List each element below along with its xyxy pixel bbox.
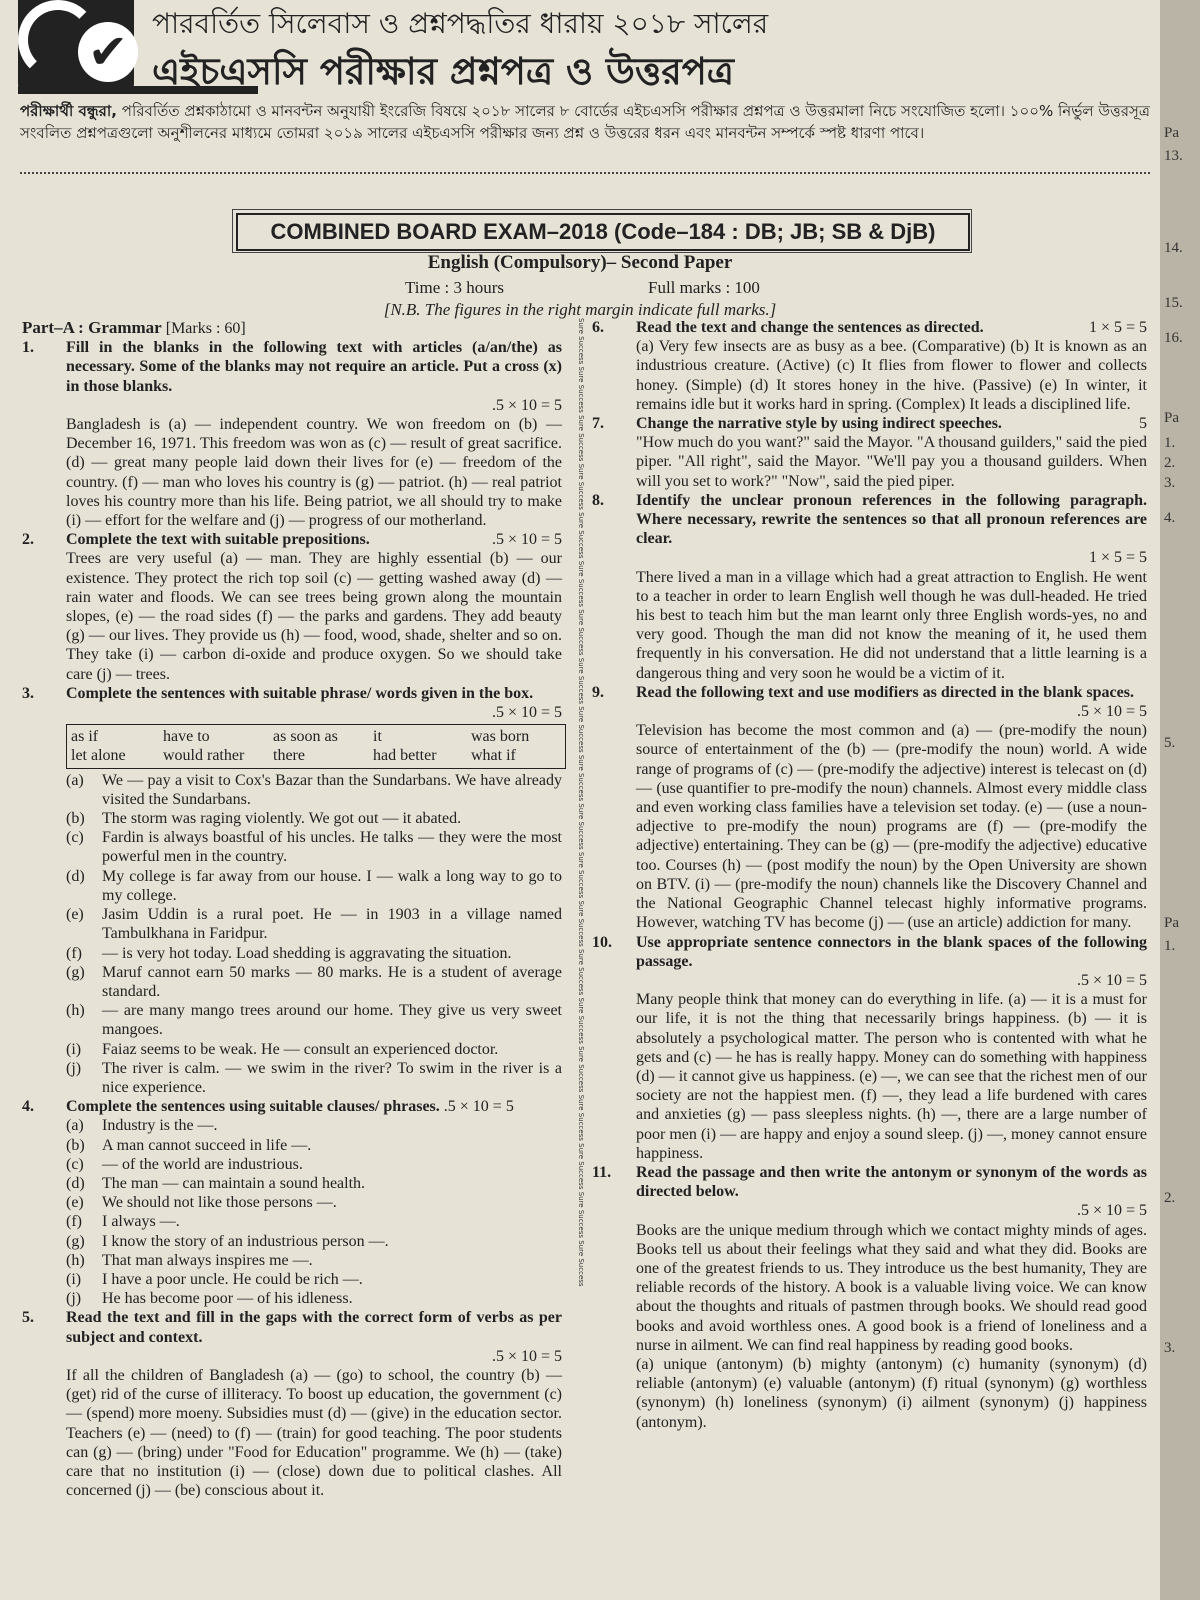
question-heading-text: Change the narrative style by using indirect speeches. [636, 415, 1002, 433]
edge-mark: 14. [1164, 240, 1183, 256]
sub-question-text: That man always inspires me —. [102, 1251, 313, 1269]
question-number: 3. [22, 684, 34, 702]
sub-question-label: (b) [66, 1136, 85, 1154]
question-marks: .5 × 10 = 5 [1076, 703, 1147, 721]
edge-mark: 15. [1164, 295, 1183, 311]
question-marks: .5 × 10 = 5 [491, 396, 562, 414]
question-text: If all the children of Bangladesh (a) — (go) to school, the country (b) — (get) rid of the curse of illiteracy. To boost up education, the government (c) — (spend) more moeny. Subsidies must (d) — (give) in the education sector. Teachers (e) — (need) to (f) — (train) for good teaching. The poor students can (g) — (bring) under "Food for Education" programme. We (h) — (take) care that no institution (i) — (close) down due to political clashes. All concerned (j) — (be) conscious about it. [66, 1366, 562, 1500]
question-number: 2. [22, 531, 34, 549]
exam-note: [N.B. The figures in the right margin indicate full marks.] [383, 300, 777, 319]
edge-mark: 13. [1164, 148, 1183, 164]
question-1 [22, 338, 562, 530]
word-box-item: was born [471, 728, 530, 746]
question-heading: Use appropriate sentence connectors in the blank spaces of the following passage. [636, 933, 1147, 970]
question-7 [592, 414, 1147, 491]
question-3 [22, 684, 562, 722]
word-box-item: let alone [71, 747, 126, 765]
question-text: "How much do you want?" said the Mayor. "A thousand guilders," said the pied piper. "All right", said the Mayor. "We'll pay you a thousand guilders. When will you set to work?" "Now", said the pied piper. [636, 434, 1147, 490]
question-text: (a) Very few insects are as busy as a bee. (Comparative) (b) It is known as an industrious creature. (Active) (c) It flies from flower to flower and collects honey. (Simple) (d) It stores honey in the hive. (Passive) (e) In winter, it remains idle but it works hard in spring. (Complex) It leads a disciplined life. [636, 338, 1147, 413]
sub-question-label: (f) [66, 1213, 82, 1231]
intro-text: পরিবর্তিত প্রশ্নকাঠামো ও মানবন্টন অনুযায়ী ইংরেজি বিষয়ে ২০১৮ সালের ৮ বোর্ডের এইচএসসি পরীক্ষার প্রশ্নপত্র ও উত্তরমালা নিচে সংযোজিত হলো। ১০০% নির্ভুল উত্তরসূত্র সংবলিত প্রশ্নপত্রগুলো অনুশীলনের মাধ্যমে তোমরা ২০১৯ সালের এইচএসসি পরীক্ষার জন্য প্রশ্ন ও উত্তরের ধরন এবং মানবন্টন সম্পর্কে স্পষ্ট ধারণা পাবে। [20, 102, 1150, 142]
publisher-logo [18, 0, 134, 90]
question-8 [592, 491, 1147, 683]
sub-question [22, 867, 562, 905]
question-9 [592, 683, 1147, 933]
question-heading: Identify the unclear pronoun references in the following paragraph. Where necessary, rewrite the sentences so that all pronoun references are clear. [636, 491, 1147, 548]
sub-question-label: (f) [66, 944, 82, 962]
sub-question [22, 809, 562, 828]
question-marks: .5 × 10 = 5 [491, 1347, 562, 1365]
adjacent-page-edge [1160, 0, 1200, 1600]
word-box-item: as soon as [273, 728, 338, 746]
question-number: 8. [592, 491, 604, 509]
question-heading: Read the text and fill in the gaps with the correct form of verbs as per subject and context. [66, 1309, 562, 1346]
question-heading: Read the following text and use modifiers as directed in the blank spaces. [636, 683, 1134, 701]
sub-question [22, 1136, 562, 1155]
sub-question-text: We should not like those persons —. [102, 1194, 337, 1212]
question-heading-text: Complete the text with suitable prepositions. [66, 531, 370, 549]
edge-mark: 1. [1164, 938, 1176, 954]
word-box [66, 724, 566, 768]
question-word-list: (a) unique (antonym) (b) mighty (antonym) (c) humanity (synonym) (d) reliable (antonym) (e) valuable (antonym) (f) ritual (synonym) (g) worthless (synonym) (h) loneliness (synonym) (i) ailment (synonym) (j) happiness (antonym). [636, 1355, 1147, 1431]
sub-question-text: I always —. [102, 1213, 180, 1231]
sub-question [22, 771, 562, 809]
question-heading [66, 1097, 562, 1116]
edge-mark: 3. [1164, 475, 1176, 491]
sub-question-text: The storm was raging violently. We got out — it abated. [102, 810, 462, 828]
edge-mark: 2. [1164, 455, 1176, 471]
sub-question-label: (a) [66, 1117, 84, 1135]
question-marks: .5 × 10 = 5 [1076, 1202, 1147, 1220]
edge-mark: 1. [1164, 435, 1176, 451]
sub-question-label: (j) [66, 1290, 82, 1308]
left-column [22, 318, 562, 1500]
question-marks: 1 × 5 = 5 [1088, 549, 1147, 567]
sub-question-label: (c) [66, 1155, 84, 1173]
edge-mark: 16. [1164, 330, 1183, 346]
sub-question [22, 1193, 562, 1212]
sub-question [22, 963, 562, 1001]
sub-question [22, 1040, 562, 1059]
question-marks: .5 × 10 = 5 [443, 1098, 514, 1116]
question-marks: .5 × 10 = 5 [1076, 971, 1147, 989]
question-heading [66, 530, 562, 549]
question-heading [636, 414, 1147, 433]
sub-question-text: I know the story of an industrious person —. [102, 1232, 389, 1250]
intro-paragraph [20, 100, 1150, 144]
check-mark-icon: ✔ [78, 22, 138, 82]
sub-question-text: Industry is the —. [102, 1117, 218, 1135]
sub-question-text: Faiaz seems to be weak. He — consult an experienced doctor. [102, 1040, 499, 1058]
question-6 [592, 318, 1147, 414]
sub-question-label: (a) [66, 771, 84, 789]
question-marks: 1 × 5 = 5 [1088, 319, 1147, 336]
question-text: Bangladesh is (a) — independent country. We won freedom on (b) — December 16, 1971. This freedom was won as (c) — result of great sacrifice. (d) — great many people laid down their lives for (e) — freedom of the country. (f) — man who loves his country is (g) — patriot. (h) — real patriot loves his country more than his life. Being patriot, we all should try to make (i) — effort for the welfare and (j) — progress of our motherland. [66, 416, 562, 530]
question-marks: .5 × 10 = 5 [491, 704, 562, 722]
header-title-line2: এইচএসসি পরীক্ষার প্রশ্নপত্র ও উত্তরপত্র [152, 50, 734, 93]
right-column [592, 318, 1147, 1432]
edge-mark: 3. [1164, 1340, 1176, 1356]
sub-question-label: (e) [66, 1194, 84, 1212]
question-4-items [22, 1116, 562, 1308]
question-marks: .5 × 10 = 5 [491, 531, 562, 549]
intro-lead: পরীক্ষার্থী বন্ধুরা, [20, 102, 117, 120]
edge-mark: 5. [1164, 735, 1176, 751]
question-number: 9. [592, 683, 604, 701]
sub-question [22, 1270, 562, 1289]
sub-question-text: Maruf cannot earn 50 marks — 80 marks. He is a student of average standard. [102, 963, 562, 1000]
sub-question [22, 1059, 562, 1097]
question-text: Books are the unique medium through which we contact mighty minds of ages. Books tell us about their feelings what they said and what they did. Books are one of the greatest friends to us. They introduce us the best humanity, They are reliable records of the history. A book is a valuable living voice. We can know about the thoughts and rituals of pastmen through books. We should read good books and avoid worthless ones. A good book is a friend of loneliness and a nurse in ailment. We can find real happiness by reading good books. [636, 1221, 1147, 1354]
edge-mark: Pa [1164, 410, 1179, 426]
sub-question-text: We — pay a visit to Cox's Bazar than the Sundarbans. We have already visited the Sundarbans. [102, 771, 562, 808]
sub-question-label: (i) [66, 1040, 82, 1058]
question-number: 7. [592, 415, 604, 433]
question-text: Many people think that money can do everything in life. (a) — it is a must for our life, it is not the thing that necessarily brings happiness. (b) — it is absolutely a psychological matter. The person who is contented with what he gets and (c) — he has is really happy. Money can do something with happiness (d) — it cannot give us happiness. (e) —, we can see that the richest men of our society are not the happiest men. (f) —, they lead a life burdened with cares and anxieties (g) — pass sleepless nights. (h) —, there are a large number of poor men (i) — are happy and enjoy a sound sleep. (j) —, money cannot ensure happiness. [636, 991, 1147, 1162]
sub-question [22, 1212, 562, 1231]
word-box-item: would rather [163, 747, 245, 765]
sub-question-text: I have a poor uncle. He could be rich —. [102, 1270, 363, 1288]
sub-question-label: (d) [66, 867, 85, 885]
sub-question-text: The river is calm. — we swim in the river? To swim in the river is a nice experience. [102, 1059, 562, 1096]
sub-question-label: (g) [66, 963, 85, 981]
sub-question [22, 1232, 562, 1251]
question-number: 5. [22, 1309, 34, 1327]
sub-question-text: — are many mango trees around our home. They give us very sweet mangoes. [102, 1002, 562, 1039]
edge-mark: 2. [1164, 1190, 1176, 1206]
sub-question [22, 944, 562, 963]
question-heading-text: Read the text and change the sentences as directed. [636, 319, 984, 336]
sub-question-label: (j) [66, 1059, 82, 1077]
sub-question-label: (d) [66, 1174, 85, 1192]
sub-question-label: (e) [66, 906, 84, 924]
word-box-item: had better [373, 747, 437, 765]
sub-question [22, 1251, 562, 1270]
exam-subject: English (Compulsory)– Second Paper [427, 252, 733, 273]
question-text: Trees are very useful (a) — man. They are highly essential (b) — our existence. They protect the rich top soil (c) — getting washed away (d) — rain water and floods. We can see trees being grown along the mountain slopes, (e) — the road sides (f) — the parks and gardens. They add beauty (g) — our lives. They provide us (h) — food, wood, shade, shelter and so on. They take (i) — carbon di-oxide and produce oxygen. So we should take care (j) — trees. [66, 550, 562, 683]
word-box-item: there [273, 747, 305, 765]
word-box-item: as if [71, 728, 99, 746]
edge-mark: 4. [1164, 510, 1176, 526]
question-number: 4. [22, 1098, 34, 1116]
question-2 [22, 530, 562, 684]
sub-question-text: The man — can maintain a sound health. [102, 1174, 366, 1192]
question-5 [22, 1308, 562, 1500]
sub-question-label: (c) [66, 829, 84, 847]
question-10 [592, 933, 1147, 1163]
word-box-item: it [373, 728, 382, 746]
sub-question [22, 1155, 562, 1174]
sub-question-text: He has become poor — of his idleness. [102, 1290, 353, 1308]
word-box-item: have to [163, 728, 210, 746]
sub-question-text: A man cannot succeed in life —. [102, 1136, 312, 1154]
edge-mark: Pa [1164, 125, 1179, 141]
question-marks: 5 [1139, 415, 1147, 433]
question-number: 1. [22, 339, 34, 357]
question-text: There lived a man in a village which had a great attraction to English. He went to a teacher in order to learn English well though he was dull-headed. He tried his best to teach him but the man learnt only three English words-yes, no and very good. Though the man did not know the meaning of it, he used them frequently in his conversation. He did not understand that a little learning is a dangerous thing and very soon he would be a victim of it. [636, 568, 1147, 682]
question-heading-text: Complete the sentences using suitable clauses/ phrases. [66, 1098, 440, 1116]
question-11 [592, 1163, 1147, 1432]
sub-question-text: Fardin is always boastful of his uncles. He talks — they were the most powerful men in the country. [102, 829, 562, 866]
sub-question [22, 1174, 562, 1193]
exam-title: COMBINED BOARD EXAM–2018 (Code–184 : DB; JB; SB & DjB) [236, 213, 970, 251]
question-text: Television has become the most common and (a) — (pre-modify the noun) source of entertainment of the (b) — (pre-modify the noun) world. A wide range of programs of (c) — (pre-modify the adjective) interest is telecast on (d) — (use quantifier to pre-modify the noun) channels. Almost every middle class and even working class families have a television set today. (e) — (use a noun-adjective to pre-modify the noun) programs are (f) — (pre-modify the adjective) entertaining. They can be (g) — (pre-modify the adjective) educative too. Courses (h) — (post modify the noun) by the Open University are shown on BTV. (i) — (pre-modify the noun) channels like the Discovery Channel and the National Geographic Channel telecast highly informative programs. However, watching TV has become (j) — (use an article) addiction for many. [636, 722, 1147, 932]
sub-question-label: (b) [66, 810, 85, 828]
sub-question-label: (g) [66, 1232, 85, 1250]
sub-question-label: (h) [66, 1002, 85, 1020]
sub-question [22, 905, 562, 943]
sub-question [22, 1001, 562, 1039]
sub-question-text: — of the world are industrious. [102, 1155, 303, 1173]
question-heading: Complete the sentences with suitable phrase/ words given in the box. [66, 684, 534, 702]
column-divider-strip: Sure Success Sure Success Sure Success Sure Success Sure Success Sure Success Sure Success Sure Success Sure Success Sure Success Sure Success Sure Success Sure Success Sure Success Sure Success Sure Success Sure Success Sure Success Sure Success Sure Success [577, 318, 585, 1287]
header-title-line1: পারবর্তিত সিলেবাস ও প্রশ্নপদ্ধতির ধারায় ২০১৮ সালের [152, 7, 769, 40]
dotted-divider [20, 172, 1150, 174]
question-heading [636, 318, 1147, 337]
question-number: 10. [592, 933, 612, 951]
exam-time: Time : 3 hours [405, 278, 505, 297]
sub-question-text: — is very hot today. Load shedding is aggravating the situation. [102, 944, 512, 962]
question-number: 11. [592, 1163, 612, 1181]
sub-question-label: (i) [66, 1270, 82, 1288]
question-heading: Fill in the blanks in the following text with articles (a/an/the) as necessary. Some of the blanks may not require an article. Put a cross (x) in those blanks. [66, 339, 562, 395]
sub-question [22, 1289, 562, 1308]
question-number: 6. [592, 319, 604, 336]
word-box-item: what if [471, 747, 516, 765]
sub-question-label: (h) [66, 1251, 85, 1269]
sub-question-text: My college is far away from our house. I — walk a long way to go to my college. [102, 867, 562, 904]
part-a-title: Part–A : Grammar [22, 318, 162, 337]
sub-question [22, 1116, 562, 1135]
question-heading: Read the passage and then write the antonym or synonym of the words as directed below. [636, 1163, 1147, 1201]
part-a-marks: [Marks : 60] [165, 320, 246, 337]
part-a-heading [22, 318, 562, 338]
edge-mark: Pa [1164, 915, 1179, 931]
question-4 [22, 1097, 562, 1116]
question-3-items [22, 771, 562, 1097]
sub-question [22, 828, 562, 866]
exam-full-marks: Full marks : 100 [648, 278, 760, 297]
sub-question-text: Jasim Uddin is a rural poet. He — in 1903 in a village named Tambulkhana in Faridpur. [102, 906, 562, 943]
